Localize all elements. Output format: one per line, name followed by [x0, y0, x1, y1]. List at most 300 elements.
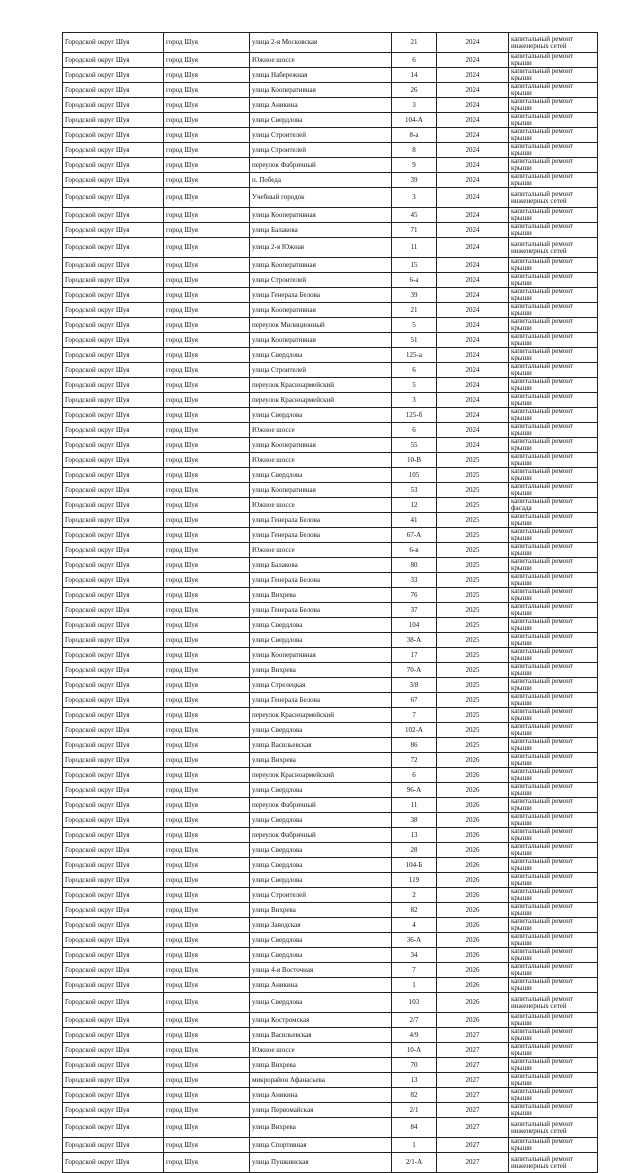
street-cell: улица Генерала Белова [250, 603, 392, 618]
house-number-cell: 104-Б [392, 858, 437, 873]
work-type-cell: капитальный ремонт крыши [509, 113, 598, 128]
work-type-cell: капитальный ремонт крыши [509, 1058, 598, 1073]
table-row [63, 783, 598, 798]
year-cell: 2026 [437, 888, 509, 903]
work-type-cell: капитальный ремонт крыши [509, 693, 598, 708]
table-row [63, 348, 598, 363]
house-number-cell: 13 [392, 828, 437, 843]
settlement-cell: город Шуя [164, 223, 250, 238]
work-type-cell: капитальный ремонт крыши [509, 468, 598, 483]
settlement-cell: город Шуя [164, 618, 250, 633]
street-cell: улица Кооперативная [250, 483, 392, 498]
table-row [63, 393, 598, 408]
municipality-cell: Городской округ Шуя [63, 843, 164, 858]
work-type-cell: капитальный ремонт крыши [509, 1043, 598, 1058]
house-number-cell: 6 [392, 768, 437, 783]
municipality-cell: Городской округ Шуя [63, 603, 164, 618]
settlement-cell: город Шуя [164, 768, 250, 783]
work-type-cell: капитальный ремонт крыши [509, 753, 598, 768]
table-row [63, 528, 598, 543]
year-cell: 2025 [437, 633, 509, 648]
table-row [63, 588, 598, 603]
street-cell: улица Свердлова [250, 783, 392, 798]
street-cell: улица Кооперативная [250, 333, 392, 348]
settlement-cell: город Шуя [164, 558, 250, 573]
municipality-cell: Городской округ Шуя [63, 1013, 164, 1028]
settlement-cell: город Шуя [164, 143, 250, 158]
house-number-cell: 125-а [392, 348, 437, 363]
street-cell: улица Свердлова [250, 408, 392, 423]
street-cell: улица Вихрева [250, 1118, 392, 1138]
house-number-cell: 70-А [392, 663, 437, 678]
street-cell: улица Свердлова [250, 858, 392, 873]
street-cell: улица Спортивная [250, 1138, 392, 1153]
settlement-cell: город Шуя [164, 1103, 250, 1118]
work-type-cell: капитальный ремонт крыши [509, 573, 598, 588]
table-row [63, 828, 598, 843]
street-cell: п. Победа [250, 173, 392, 188]
house-number-cell: 38 [392, 813, 437, 828]
settlement-cell: город Шуя [164, 753, 250, 768]
municipality-cell: Городской округ Шуя [63, 273, 164, 288]
municipality-cell: Городской округ Шуя [63, 813, 164, 828]
table-row [63, 83, 598, 98]
year-cell: 2025 [437, 708, 509, 723]
house-number-cell: 2 [392, 888, 437, 903]
year-cell: 2024 [437, 393, 509, 408]
table-row [63, 158, 598, 173]
work-type-cell: капитальный ремонт крыши [509, 783, 598, 798]
year-cell: 2024 [437, 238, 509, 258]
table-row [63, 1058, 598, 1073]
year-cell: 2024 [437, 173, 509, 188]
year-cell: 2025 [437, 453, 509, 468]
work-type-cell: капитальный ремонт крыши [509, 158, 598, 173]
settlement-cell: город Шуя [164, 738, 250, 753]
house-number-cell: 26 [392, 83, 437, 98]
house-number-cell: 15 [392, 258, 437, 273]
street-cell: Учебный городок [250, 188, 392, 208]
year-cell: 2027 [437, 1028, 509, 1043]
house-number-cell: 3 [392, 98, 437, 113]
year-cell: 2026 [437, 873, 509, 888]
municipality-cell: Городской округ Шуя [63, 83, 164, 98]
municipality-cell: Городской округ Шуя [63, 498, 164, 513]
street-cell: улица Костромская [250, 1013, 392, 1028]
work-type-cell: капитальный ремонт крыши [509, 663, 598, 678]
year-cell: 2025 [437, 678, 509, 693]
street-cell: переулок Красноармейский [250, 708, 392, 723]
year-cell: 2024 [437, 348, 509, 363]
municipality-cell: Городской округ Шуя [63, 873, 164, 888]
municipality-cell: Городской округ Шуя [63, 1088, 164, 1103]
year-cell: 2026 [437, 978, 509, 993]
house-number-cell: 102-А [392, 723, 437, 738]
street-cell: улица Пушкинская [250, 1153, 392, 1173]
work-type-cell: капитальный ремонт крыши [509, 1013, 598, 1028]
year-cell: 2027 [437, 1118, 509, 1138]
house-number-cell: 33 [392, 573, 437, 588]
municipality-cell: Городской округ Шуя [63, 918, 164, 933]
table-row [63, 53, 598, 68]
table-row [63, 223, 598, 238]
street-cell: улица Строителей [250, 273, 392, 288]
street-cell: улица 2-я Южная [250, 238, 392, 258]
work-type-cell: капитальный ремонт крыши [509, 53, 598, 68]
street-cell: улица Свердлова [250, 348, 392, 363]
street-cell: улица Кооперативная [250, 258, 392, 273]
table-row [63, 648, 598, 663]
table-row [63, 378, 598, 393]
table-row [63, 1028, 598, 1043]
table-row [63, 798, 598, 813]
settlement-cell: город Шуя [164, 858, 250, 873]
table-body [63, 33, 598, 1173]
municipality-cell: Городской округ Шуя [63, 798, 164, 813]
street-cell: Южное шоссе [250, 453, 392, 468]
settlement-cell: город Шуя [164, 453, 250, 468]
work-type-cell: капитальный ремонт крыши [509, 273, 598, 288]
work-type-cell: капитальный ремонт крыши [509, 378, 598, 393]
settlement-cell: город Шуя [164, 993, 250, 1013]
work-type-cell: капитальный ремонт крыши [509, 903, 598, 918]
settlement-cell: город Шуя [164, 273, 250, 288]
municipality-cell: Городской округ Шуя [63, 1058, 164, 1073]
settlement-cell: город Шуя [164, 663, 250, 678]
settlement-cell: город Шуя [164, 363, 250, 378]
work-type-cell: капитальный ремонт крыши [509, 98, 598, 113]
year-cell: 2024 [437, 158, 509, 173]
work-type-cell: капитальный ремонт крыши [509, 258, 598, 273]
municipality-cell: Городской округ Шуя [63, 423, 164, 438]
table-row [63, 208, 598, 223]
settlement-cell: город Шуя [164, 1118, 250, 1138]
work-type-cell: капитальный ремонт крыши [509, 948, 598, 963]
street-cell: улица Свердлова [250, 843, 392, 858]
work-type-cell: капитальный ремонт крыши [509, 1138, 598, 1153]
settlement-cell: город Шуя [164, 528, 250, 543]
work-type-cell: капитальный ремонт крыши [509, 1103, 598, 1118]
year-cell: 2025 [437, 723, 509, 738]
street-cell: улица Первомайская [250, 1103, 392, 1118]
street-cell: Южное шоссе [250, 53, 392, 68]
municipality-cell: Городской округ Шуя [63, 483, 164, 498]
house-number-cell: 4/9 [392, 1028, 437, 1043]
street-cell: микрорайон Афанасьева [250, 1073, 392, 1088]
year-cell: 2024 [437, 408, 509, 423]
street-cell: улица Кооперативная [250, 303, 392, 318]
table-row [63, 423, 598, 438]
year-cell: 2024 [437, 378, 509, 393]
municipality-cell: Городской округ Шуя [63, 828, 164, 843]
work-type-cell: капитальный ремонт крыши [509, 768, 598, 783]
municipality-cell: Городской округ Шуя [63, 963, 164, 978]
street-cell: улица Вихрева [250, 903, 392, 918]
table-row [63, 98, 598, 113]
street-cell: улица 2-я Московская [250, 33, 392, 53]
municipality-cell: Городской округ Шуя [63, 978, 164, 993]
settlement-cell: город Шуя [164, 1088, 250, 1103]
table-row [63, 113, 598, 128]
settlement-cell: город Шуя [164, 513, 250, 528]
municipality-cell: Городской округ Шуя [63, 258, 164, 273]
municipality-cell: Городской округ Шуя [63, 208, 164, 223]
municipality-cell: Городской округ Шуя [63, 173, 164, 188]
year-cell: 2024 [437, 438, 509, 453]
street-cell: переулок Фабричный [250, 158, 392, 173]
municipality-cell: Городской округ Шуя [63, 588, 164, 603]
house-number-cell: 11 [392, 238, 437, 258]
work-type-cell: капитальный ремонт крыши [509, 363, 598, 378]
street-cell: улица Свердлова [250, 618, 392, 633]
house-number-cell: 6 [392, 423, 437, 438]
municipality-cell: Городской округ Шуя [63, 1138, 164, 1153]
table-row [63, 513, 598, 528]
settlement-cell: город Шуя [164, 648, 250, 663]
settlement-cell: город Шуя [164, 1153, 250, 1173]
settlement-cell: город Шуя [164, 393, 250, 408]
house-number-cell: 2/7 [392, 1013, 437, 1028]
house-number-cell: 14 [392, 68, 437, 83]
street-cell: улица Вихрева [250, 753, 392, 768]
house-number-cell: 21 [392, 33, 437, 53]
house-number-cell: 82 [392, 903, 437, 918]
year-cell: 2025 [437, 738, 509, 753]
house-number-cell: 72 [392, 753, 437, 768]
street-cell: улица Свердлова [250, 948, 392, 963]
year-cell: 2024 [437, 258, 509, 273]
table-row [63, 128, 598, 143]
settlement-cell: город Шуя [164, 828, 250, 843]
municipality-cell: Городской округ Шуя [63, 53, 164, 68]
work-type-cell: капитальный ремонт крыши [509, 223, 598, 238]
house-number-cell: 5 [392, 318, 437, 333]
house-number-cell: 51 [392, 333, 437, 348]
year-cell: 2024 [437, 143, 509, 158]
work-type-cell: капитальный ремонт крыши [509, 1073, 598, 1088]
house-number-cell: 7 [392, 963, 437, 978]
settlement-cell: город Шуя [164, 468, 250, 483]
year-cell: 2025 [437, 603, 509, 618]
work-type-cell: капитальный ремонт инженерных сетей [509, 993, 598, 1013]
house-number-cell: 45 [392, 208, 437, 223]
table-row [63, 498, 598, 513]
settlement-cell: город Шуя [164, 173, 250, 188]
house-number-cell: 6 [392, 363, 437, 378]
settlement-cell: город Шуя [164, 1073, 250, 1088]
year-cell: 2024 [437, 333, 509, 348]
table-row [63, 318, 598, 333]
work-type-cell: капитальный ремонт крыши [509, 963, 598, 978]
year-cell: 2024 [437, 363, 509, 378]
year-cell: 2025 [437, 483, 509, 498]
municipality-cell: Городской округ Шуя [63, 363, 164, 378]
settlement-cell: город Шуя [164, 303, 250, 318]
municipality-cell: Городской округ Шуя [63, 903, 164, 918]
work-type-cell: капитальный ремонт крыши [509, 128, 598, 143]
settlement-cell: город Шуя [164, 573, 250, 588]
work-type-cell: капитальный ремонт крыши [509, 843, 598, 858]
settlement-cell: город Шуя [164, 438, 250, 453]
repair-schedule-table [62, 32, 598, 1173]
house-number-cell: 8-а [392, 128, 437, 143]
house-number-cell: 55 [392, 438, 437, 453]
work-type-cell: капитальный ремонт крыши [509, 288, 598, 303]
municipality-cell: Городской округ Шуя [63, 188, 164, 208]
year-cell: 2024 [437, 273, 509, 288]
settlement-cell: город Шуя [164, 963, 250, 978]
street-cell: переулок Фабричный [250, 828, 392, 843]
settlement-cell: город Шуя [164, 423, 250, 438]
settlement-cell: город Шуя [164, 723, 250, 738]
settlement-cell: город Шуя [164, 53, 250, 68]
house-number-cell: 13 [392, 1073, 437, 1088]
municipality-cell: Городской округ Шуя [63, 453, 164, 468]
settlement-cell: город Шуя [164, 288, 250, 303]
municipality-cell: Городской округ Шуя [63, 238, 164, 258]
settlement-cell: город Шуя [164, 68, 250, 83]
work-type-cell: капитальный ремонт крыши [509, 83, 598, 98]
street-cell: улица Аникина [250, 1088, 392, 1103]
house-number-cell: 104-А [392, 113, 437, 128]
house-number-cell: 119 [392, 873, 437, 888]
table-row [63, 1013, 598, 1028]
table-row [63, 408, 598, 423]
street-cell: улица Свердлова [250, 113, 392, 128]
work-type-cell: капитальный ремонт крыши [509, 393, 598, 408]
work-type-cell: капитальный ремонт крыши [509, 173, 598, 188]
table-row [63, 363, 598, 378]
street-cell: улица Строителей [250, 128, 392, 143]
street-cell: улица Вихрева [250, 663, 392, 678]
street-cell: улица Аникина [250, 978, 392, 993]
settlement-cell: город Шуя [164, 588, 250, 603]
year-cell: 2026 [437, 843, 509, 858]
street-cell: Южное шоссе [250, 1043, 392, 1058]
year-cell: 2024 [437, 68, 509, 83]
work-type-cell: капитальный ремонт крыши [509, 408, 598, 423]
work-type-cell: капитальный ремонт крыши [509, 558, 598, 573]
street-cell: улица Свердлова [250, 993, 392, 1013]
municipality-cell: Городской округ Шуя [63, 288, 164, 303]
table-row [63, 888, 598, 903]
street-cell: улица Балакова [250, 223, 392, 238]
settlement-cell: город Шуя [164, 633, 250, 648]
municipality-cell: Городской округ Шуя [63, 303, 164, 318]
table-row [63, 143, 598, 158]
year-cell: 2026 [437, 963, 509, 978]
table-row [63, 68, 598, 83]
street-cell: улица Строителей [250, 363, 392, 378]
street-cell: улица Вихрева [250, 588, 392, 603]
street-cell: улица Строителей [250, 143, 392, 158]
house-number-cell: 80 [392, 558, 437, 573]
year-cell: 2025 [437, 468, 509, 483]
year-cell: 2027 [437, 1138, 509, 1153]
settlement-cell: город Шуя [164, 408, 250, 423]
table-row [63, 603, 598, 618]
work-type-cell: капитальный ремонт крыши [509, 888, 598, 903]
year-cell: 2024 [437, 303, 509, 318]
municipality-cell: Городской округ Шуя [63, 678, 164, 693]
settlement-cell: город Шуя [164, 378, 250, 393]
house-number-cell: 125-б [392, 408, 437, 423]
municipality-cell: Городской округ Шуя [63, 468, 164, 483]
table-row [63, 483, 598, 498]
settlement-cell: город Шуя [164, 483, 250, 498]
street-cell: улица Свердлова [250, 468, 392, 483]
municipality-cell: Городской округ Шуя [63, 948, 164, 963]
table-row [63, 858, 598, 873]
street-cell: переулок Красноармейский [250, 393, 392, 408]
work-type-cell: капитальный ремонт крыши [509, 678, 598, 693]
street-cell: улица Свердлова [250, 933, 392, 948]
year-cell: 2025 [437, 618, 509, 633]
work-type-cell: капитальный ремонт крыши [509, 828, 598, 843]
settlement-cell: город Шуя [164, 1043, 250, 1058]
municipality-cell: Городской округ Шуя [63, 348, 164, 363]
table-row [63, 963, 598, 978]
municipality-cell: Городской округ Шуя [63, 558, 164, 573]
work-type-cell: капитальный ремонт крыши [509, 453, 598, 468]
table-row [63, 738, 598, 753]
street-cell: улица Генерала Белова [250, 513, 392, 528]
year-cell: 2026 [437, 993, 509, 1013]
house-number-cell: 76 [392, 588, 437, 603]
work-type-cell: капитальный ремонт инженерных сетей [509, 188, 598, 208]
settlement-cell: город Шуя [164, 498, 250, 513]
year-cell: 2026 [437, 948, 509, 963]
settlement-cell: город Шуя [164, 783, 250, 798]
work-type-cell: капитальный ремонт крыши [509, 648, 598, 663]
municipality-cell: Городской округ Шуя [63, 1153, 164, 1173]
street-cell: улица Аникина [250, 98, 392, 113]
table-row [63, 273, 598, 288]
house-number-cell: 39 [392, 173, 437, 188]
work-type-cell: капитальный ремонт крыши [509, 68, 598, 83]
work-type-cell: капитальный ремонт крыши [509, 438, 598, 453]
year-cell: 2024 [437, 188, 509, 208]
work-type-cell: капитальный ремонт крыши [509, 708, 598, 723]
settlement-cell: город Шуя [164, 978, 250, 993]
table-row [63, 933, 598, 948]
municipality-cell: Городской округ Шуя [63, 783, 164, 798]
house-number-cell: 21 [392, 303, 437, 318]
house-number-cell: 1 [392, 978, 437, 993]
municipality-cell: Городской округ Шуя [63, 993, 164, 1013]
house-number-cell: 7 [392, 708, 437, 723]
settlement-cell: город Шуя [164, 1028, 250, 1043]
municipality-cell: Городской округ Шуя [63, 513, 164, 528]
settlement-cell: город Шуя [164, 1013, 250, 1028]
settlement-cell: город Шуя [164, 918, 250, 933]
table-row [63, 288, 598, 303]
municipality-cell: Городской округ Шуя [63, 33, 164, 53]
table-row [63, 663, 598, 678]
municipality-cell: Городской округ Шуя [63, 528, 164, 543]
table-row [63, 1103, 598, 1118]
table-row [63, 693, 598, 708]
table-row [63, 258, 598, 273]
house-number-cell: 8 [392, 143, 437, 158]
year-cell: 2027 [437, 1073, 509, 1088]
house-number-cell: 9 [392, 158, 437, 173]
year-cell: 2027 [437, 1153, 509, 1173]
house-number-cell: 4 [392, 918, 437, 933]
house-number-cell: 71 [392, 223, 437, 238]
table-row [63, 918, 598, 933]
settlement-cell: город Шуя [164, 543, 250, 558]
